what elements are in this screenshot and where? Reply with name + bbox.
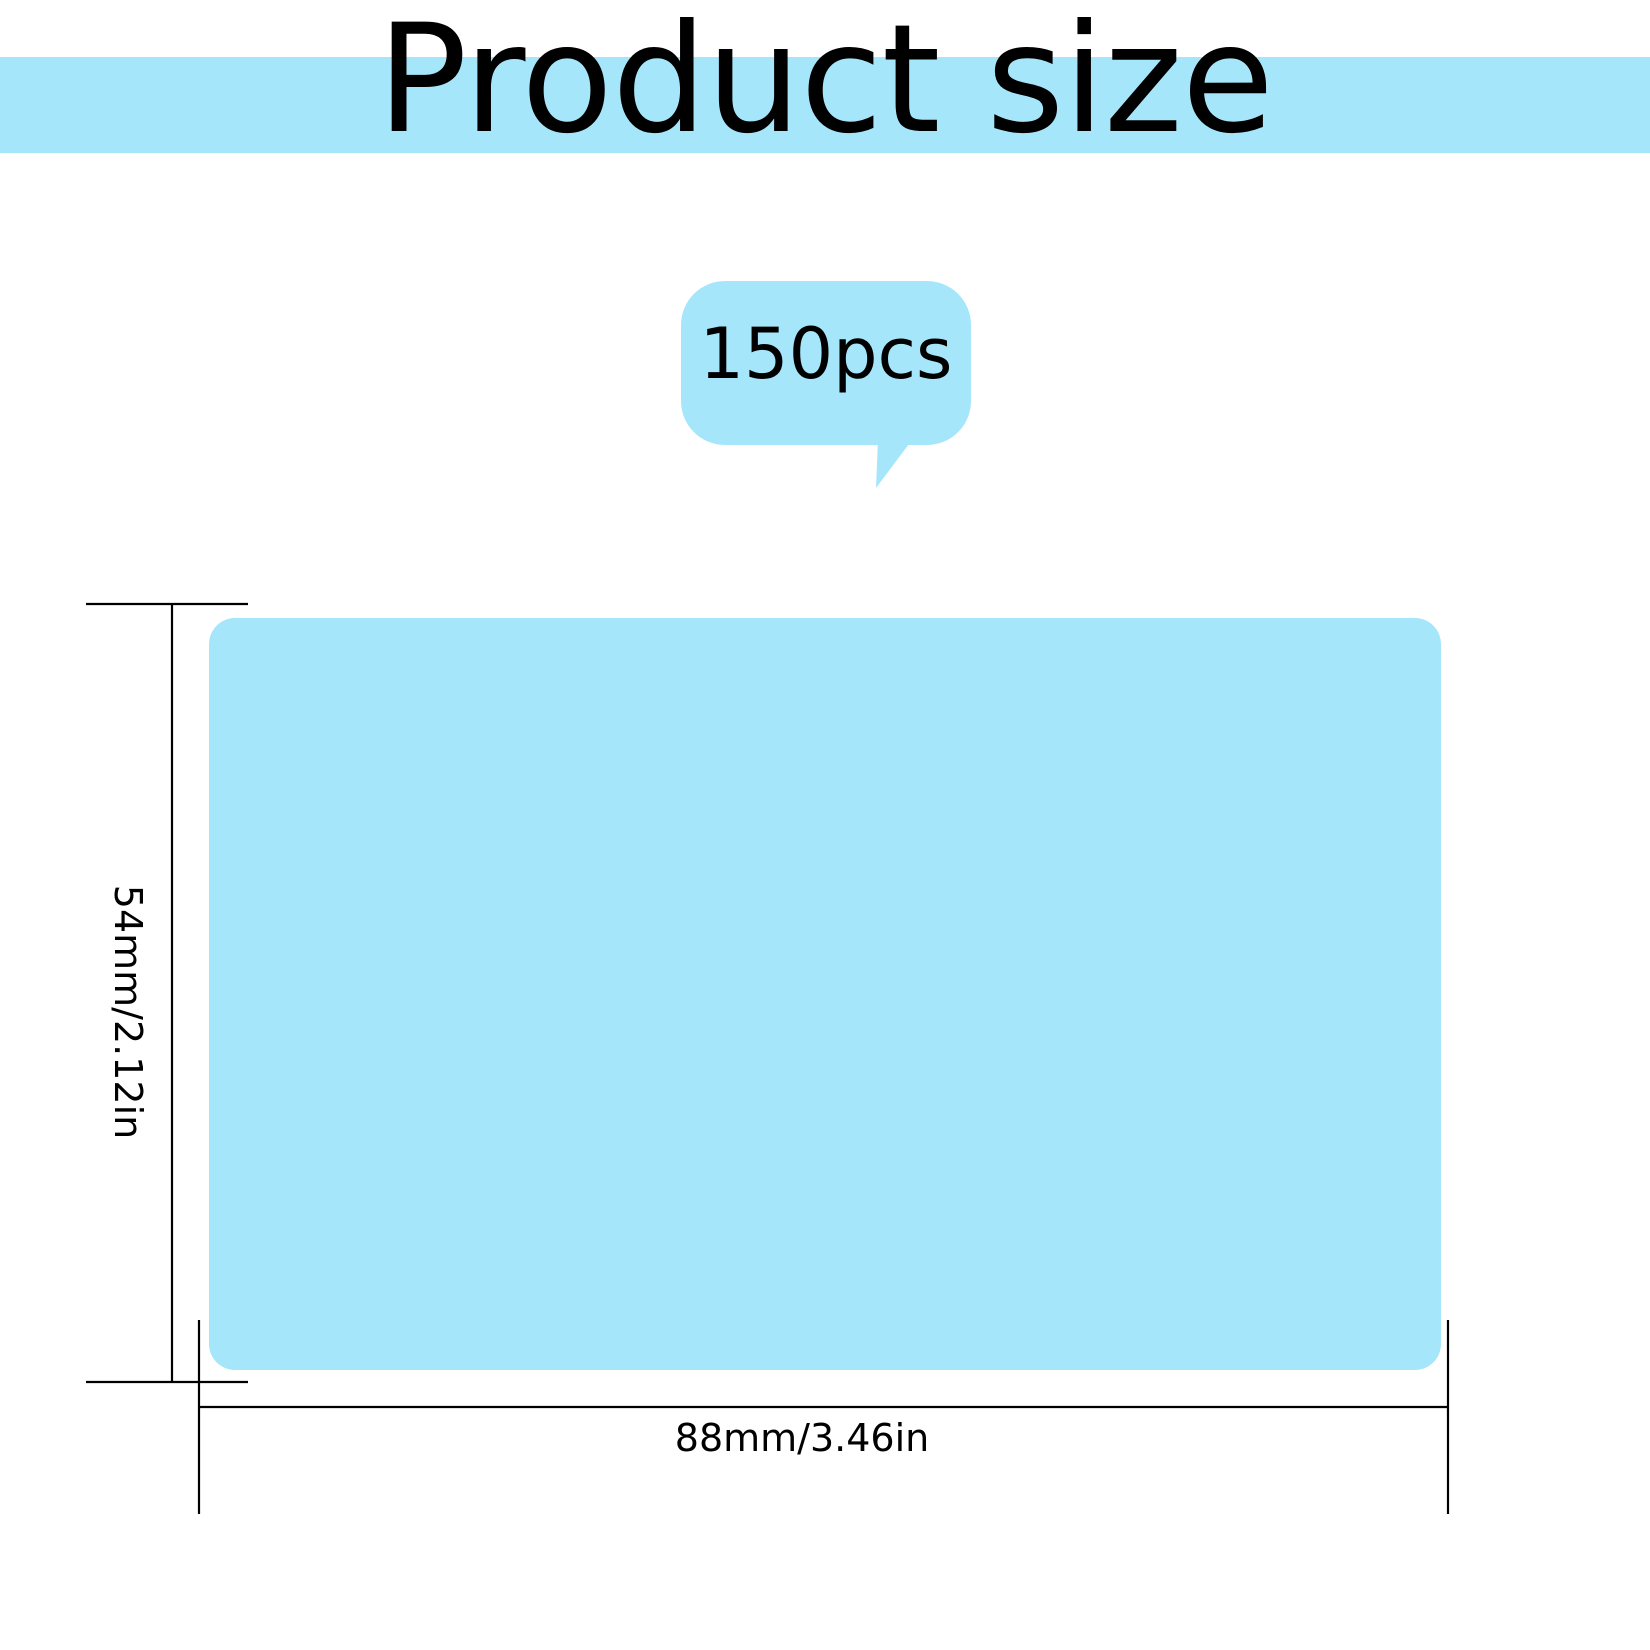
page-title: Product size: [376, 0, 1274, 167]
height-dimension-label: 54mm/2.12in: [106, 884, 150, 1140]
quantity-label: 150pcs: [699, 313, 953, 395]
width-dimension-label: 88mm/3.46in: [674, 1416, 930, 1460]
